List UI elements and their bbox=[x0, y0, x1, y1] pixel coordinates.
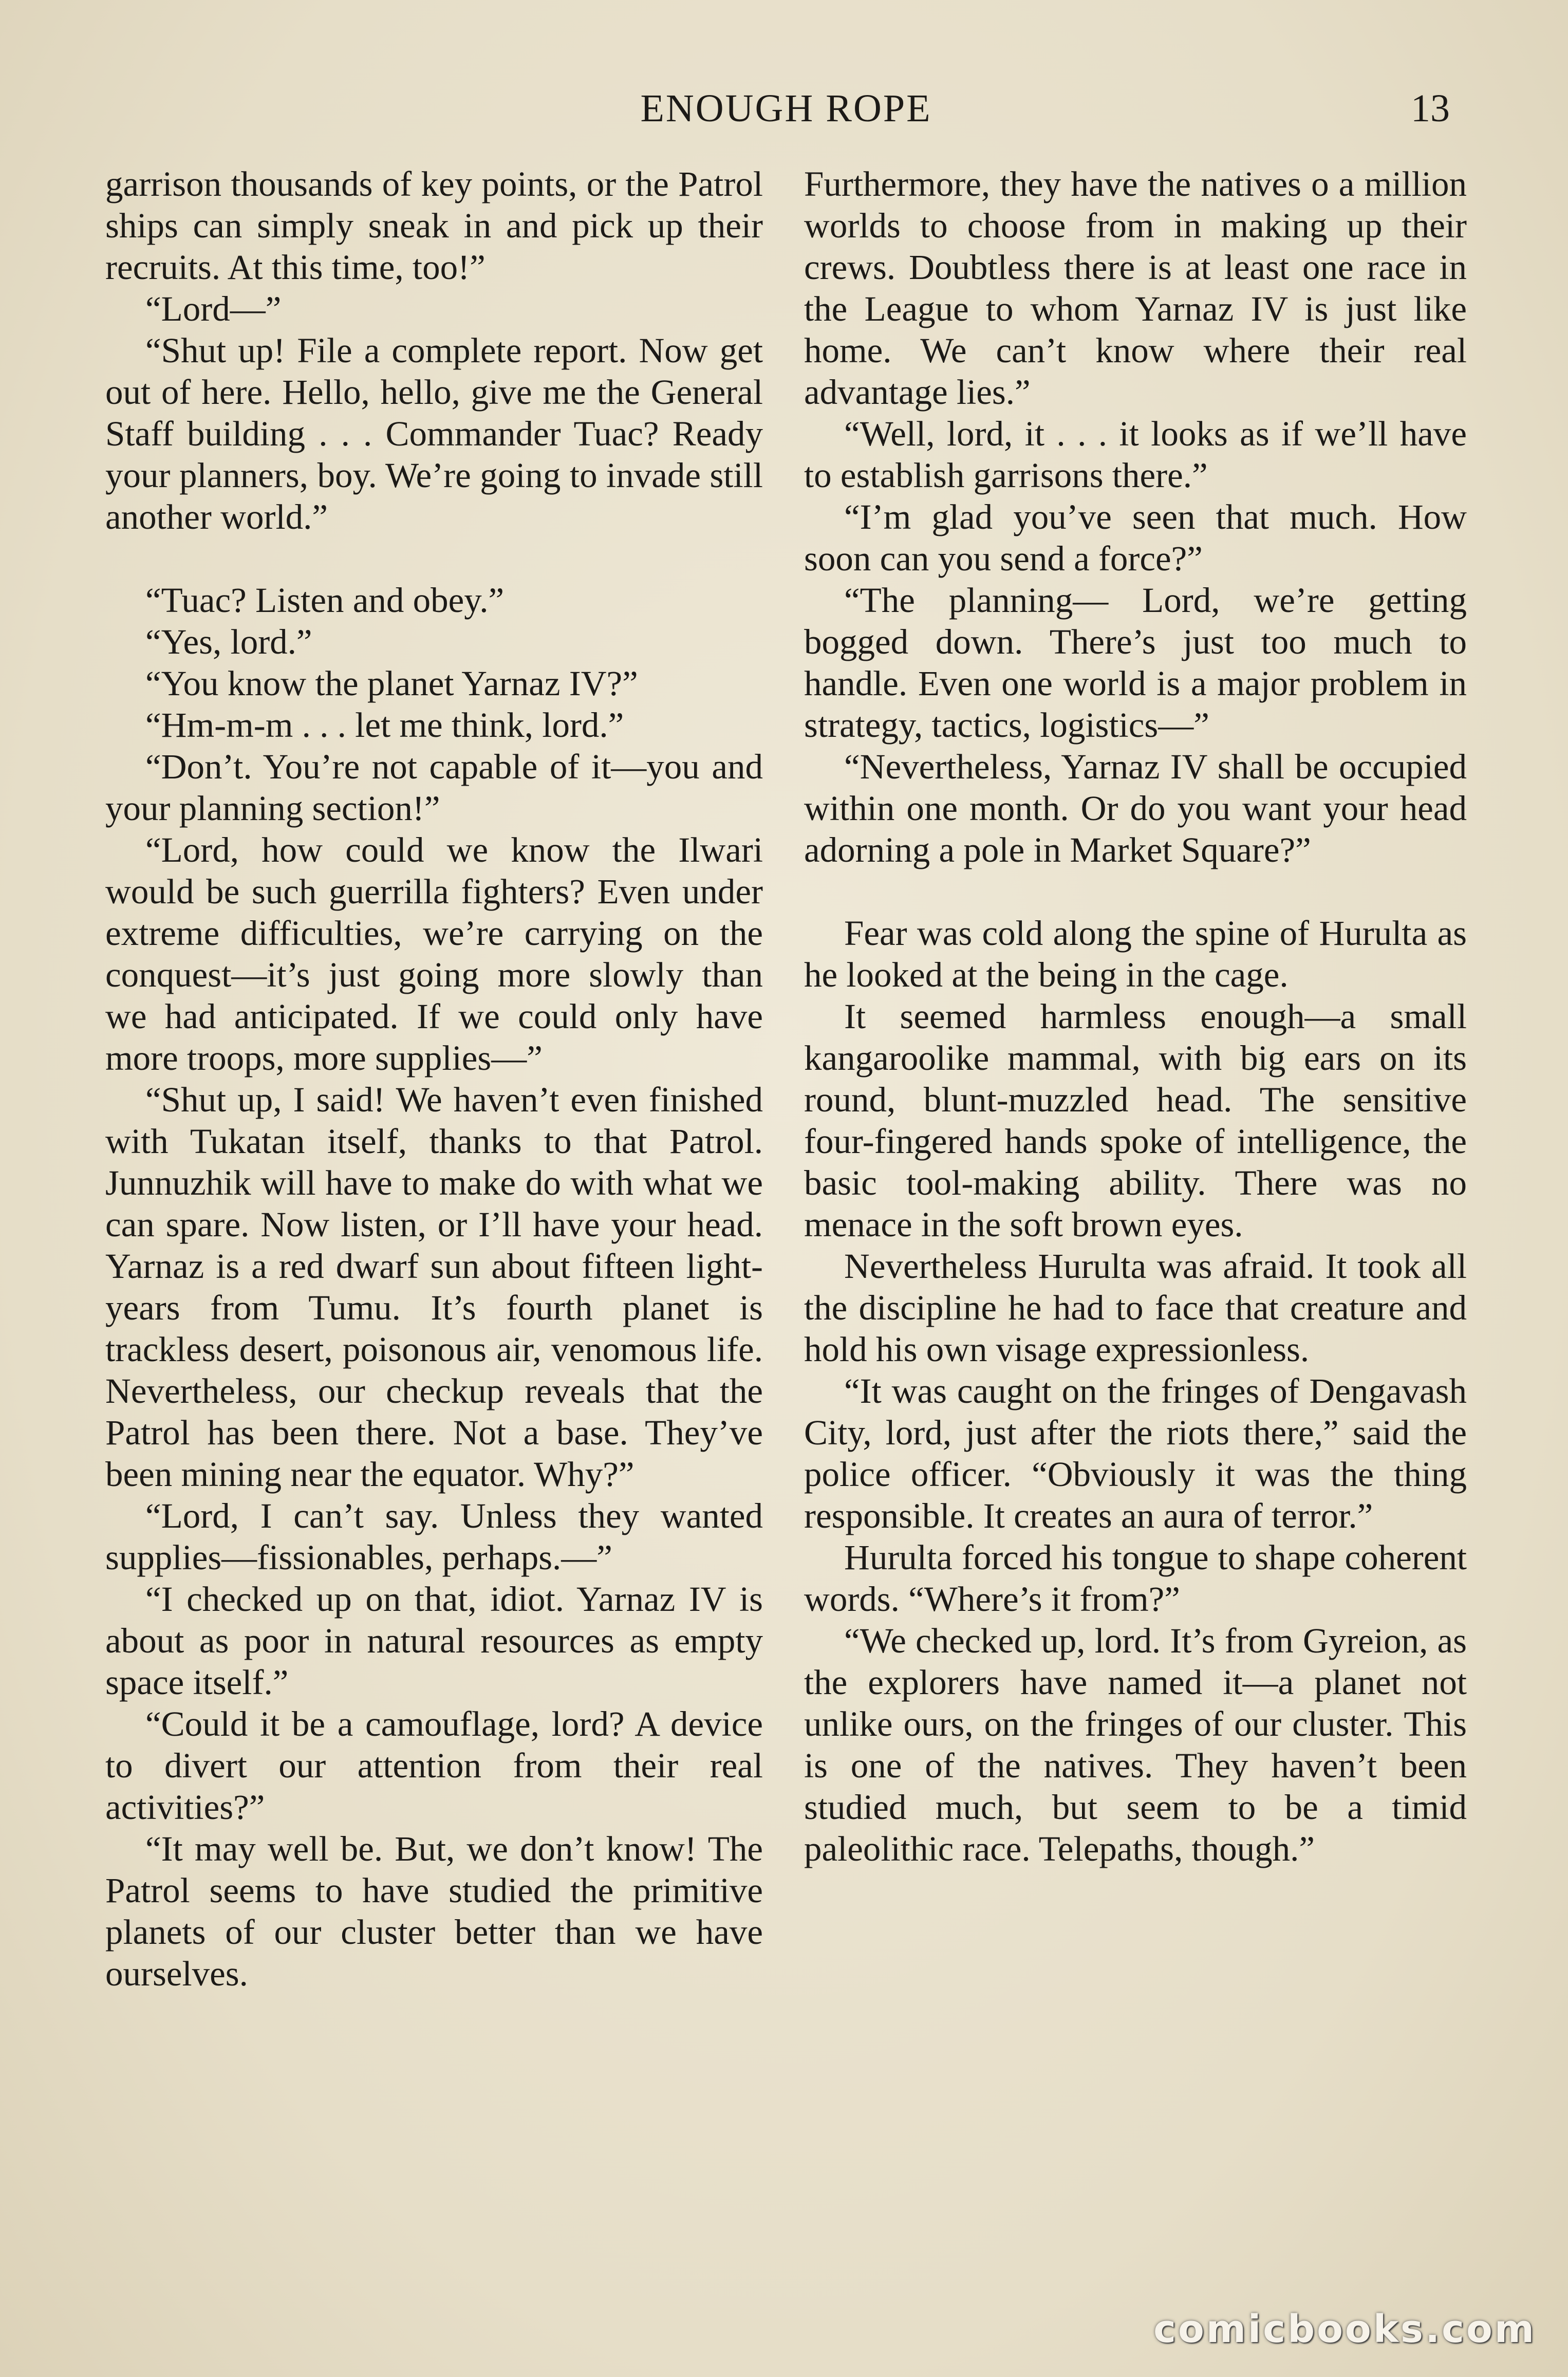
paragraph: “I’m glad you’ve seen that much. How soon can you send a force?” bbox=[804, 497, 1467, 578]
paragraph: “Nevertheless, Yarnaz IV shall be occupied within one month. Or do you want your head adorning a pole in Market Square?” bbox=[804, 747, 1467, 869]
paragraph: “Lord—” bbox=[145, 289, 282, 328]
page-header bbox=[0, 86, 1568, 143]
paragraph: “We checked up, lord. It’s from Gyreion, as the explorers have named it—a planet not unlike ours, on the fringes of our cluster. This is one of the natives. They haven’t been studied much, but seem to be a timid paleolithic race. Telepaths, though.” bbox=[804, 1621, 1467, 1868]
paragraph: “Tuac? Listen and obey.” bbox=[145, 581, 505, 620]
paragraph: “You know the planet Yarnaz IV?” bbox=[145, 664, 638, 703]
paragraph: Hurulta forced his tongue to shape coherent words. “Where’s it from?” bbox=[804, 1538, 1467, 1619]
paragraph: “Well, lord, it . . . it looks as if we’ll have to establish garrisons there.” bbox=[804, 414, 1467, 495]
paragraph: “Could it be a camouflage, lord? A device to divert our attention from their real activities?” bbox=[105, 1704, 763, 1827]
running-head: ENOUGH ROPE bbox=[640, 87, 932, 130]
left-text-column bbox=[105, 163, 763, 1995]
paragraph: “It may well be. But, we don’t know! The Patrol seems to have studied the primitive planets of our cluster better than we have ourselves. bbox=[105, 1829, 763, 1993]
paragraph: Nevertheless Hurulta was afraid. It took all the discipline he had to face that creature and hold his own visage expressionless. bbox=[804, 1247, 1467, 1369]
paragraph: garrison thousands of key points, or the Patrol ships can simply sneak in and pick up their recruits. At this time, too!” bbox=[105, 164, 763, 287]
paragraph: “I checked up on that, idiot. Yarnaz IV is about as poor in natural resources as empty space itself.” bbox=[105, 1580, 763, 1702]
paragraph: “It was caught on the fringes of Dengavash City, lord, just after the riots there,” said the police officer. “Obviously it was the thing responsible. It creates an aura of terror.” bbox=[804, 1371, 1467, 1535]
paragraph: “Hm-m-m . . . let me think, lord.” bbox=[145, 705, 624, 745]
paragraph: “Shut up, I said! We haven’t even finished with Tukatan itself, thanks to that Patrol. Junnuzhik will have to make do with what we can spare. Now listen, or I’ll have your head. Yarnaz is a red dwarf sun about fifteen light-years from Tumu. It’s fourth planet is trackless desert, poisonous air, venomous life. Nevertheless, our checkup reveals that the Patrol has been there. Not a base. They’ve been mining near the equator. Why?” bbox=[105, 1080, 763, 1494]
paragraph: Fear was cold along the spine of Hurulta as he looked at the being in the cage. bbox=[804, 914, 1467, 994]
paragraph: “The planning— Lord, we’re getting bogged down. There’s just too much to handle. Even one world is a major problem in strategy, tactics, logistics—” bbox=[804, 581, 1467, 745]
paragraph: “Lord, how could we know the Ilwari would be such guerrilla fighters? Even under extreme difficulties, we’re carrying on the conquest—it’s just going more slowly than we had anticipated. If we could only have more troops, more supplies—” bbox=[105, 830, 763, 1078]
paragraph: “Lord, I can’t say. Unless they wanted supplies—fissionables, perhaps.—” bbox=[105, 1496, 763, 1577]
watermark-logo: comicbooks.com bbox=[1153, 2307, 1536, 2351]
paragraph: “Don’t. You’re not capable of it—you and your planning section!” bbox=[105, 747, 763, 828]
right-text-column bbox=[804, 163, 1467, 1870]
paragraph: It seemed harmless enough—a small kangaroolike mammal, with big ears on its round, blunt-muzzled head. The sensitive four-fingered hands spoke of intelligence, the basic tool-making ability. There was no menace in the soft brown eyes. bbox=[804, 997, 1467, 1244]
page-number: 13 bbox=[1411, 87, 1450, 130]
paragraph: “Shut up! File a complete report. Now get out of here. Hello, hello, give me the General Staff building . . . Commander Tuac? Ready your planners, boy. We’re going to invade still another world.” bbox=[105, 331, 763, 536]
paragraph: “Yes, lord.” bbox=[145, 622, 312, 661]
paragraph: Furthermore, they have the natives o a million worlds to choose from in making up their crews. Doubtless there is at least one race in the League to whom Yarnaz IV is just like home. We can’t know where their real advantage lies.” bbox=[804, 164, 1467, 412]
